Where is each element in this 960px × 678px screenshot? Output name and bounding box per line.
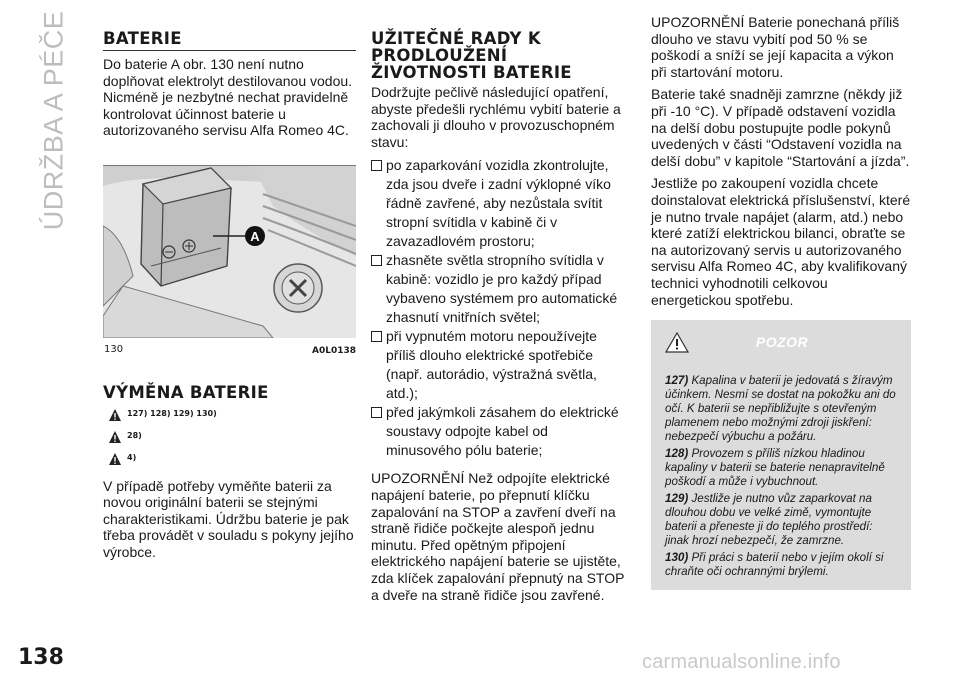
checkbox-bullet-icon	[371, 255, 382, 266]
battery-illustration	[103, 166, 356, 338]
figure-caption	[103, 342, 356, 360]
warning-ref-row	[108, 448, 356, 470]
heading-rule	[103, 50, 356, 51]
warning-note: 128) Provozem s příliš nízkou hladinou kapaliny v baterii se baterie nenapravitelně poškodí a může i vybuchnout.	[665, 447, 885, 489]
tips-heading: UŽITEČNÉ RADY K PRODLOUŽENÍ ŽIVOTNOSTI BATERIE	[371, 29, 572, 82]
warning-box-title: POZOR	[665, 332, 899, 352]
warning-ref: 28)	[127, 431, 142, 441]
tips-intro: Dodržujte pečlivě následující opatření, abyste předešli rychlému vybití baterie a zachovali ji dlouho v provozuschopném stavu:	[371, 84, 621, 150]
page-number: 138	[18, 645, 64, 670]
list-item: před jakýmkoli zásahem do elektrické soustavy odpojte kabel od minusového pólu baterie;	[371, 403, 625, 460]
warning-ref: 127) 128) 129) 130)	[127, 409, 217, 419]
warning-note: 127) Kapalina v baterii je jedovatá s žíravým účinkem. Nesmí se dostat na pokožku ani do očí. K baterii se nepřibližujte s otevřeným plamenem nebo možnými zdroji jiskření: nebezpečí výbuchu a požáru.	[665, 374, 896, 444]
warning-triangle-icon	[108, 452, 122, 466]
replacement-heading: VÝMĚNA BATERIE	[103, 382, 269, 402]
checkbox-bullet-icon	[371, 160, 382, 171]
warning-ref-row	[108, 404, 356, 426]
accessories-paragraph: Jestliže po zakoupení vozidla chcete doinstalovat elektrická příslušenství, které je nutno trvale napájet (alarm, atd.) nebo které zatíží elektrickou bilanci, obraťte se na autorizovaný servis u autorizovaného servisu Alfa Romeo 4C, aby kvalifikovaný technici vyhodnotili celkovou energetickou spotřebu.	[651, 175, 911, 308]
figure-code: A0L0138	[311, 345, 356, 356]
svg-text:A: A	[250, 228, 260, 244]
disconnect-note: UPOZORNĚNÍ Než odpojíte elektrické napájení baterie, po přepnutí klíčku zapalování na STOP a zavření dveří na straně řidiče počkejte alespoň jednu minutu. Před opětným připojení elektrického napájení baterie se ujistěte, zda klíček zapalování přepnutý na STOP a dveře na straně řidiče jsou zavřené.	[371, 470, 625, 603]
warning-note: 129) Jestliže je nutno vůz zaparkovat na dlouhou dobu ve velké zimě, vymontujte baterii a přeneste ji do teplého prostředí: jinak hrozí nebezpečí, že zamrzne.	[665, 492, 873, 548]
freeze-paragraph: Baterie také snadněji zamrzne (někdy již při -10 °C). V případě odstavení vozidla na delší dobu postupujte podle pokynů uvedených v části “Odstavení vozidla na delší dobu” v kapitole “Startování a jízda”.	[651, 86, 910, 169]
battery-heading: BATERIE	[103, 29, 182, 48]
column-right	[651, 14, 911, 590]
warning-box	[651, 320, 911, 590]
warning-triangle-icon	[108, 408, 122, 422]
column-middle	[371, 30, 625, 609]
warning-note: 130) Při práci s baterií nebo v jejím okolí si chraňte oči ochrannými brýlemi.	[665, 551, 884, 579]
checkbox-bullet-icon	[371, 331, 382, 342]
warning-triangle-icon	[108, 430, 122, 444]
footer-watermark: carmanualsonline.info	[642, 651, 841, 673]
battery-figure	[103, 165, 356, 338]
checkbox-bullet-icon	[371, 407, 382, 418]
warning-ref-row	[108, 426, 356, 448]
replacement-paragraph: V případě potřeby vyměňte baterii za novou originální baterii se stejnými charakteristikami. Údržbu baterie je pak třeba provádět v souladu s pokyny jejího výrobce.	[103, 477, 354, 560]
warning-ref: 4)	[127, 453, 137, 463]
figure-number: 130	[104, 343, 124, 355]
battery-paragraph: Do baterie A obr. 130 není nutno doplňovat elektrolyt destilovanou vodou. Nicméně je nezbytné nechat pravidelně kontrolovat účinnost baterie u autorizovaného servisu Alfa Romeo 4C.	[103, 56, 353, 139]
list-item: po zaparkování vozidla zkontrolujte, zda jsou dveře i zadní výklopné víko řádně zavřené, aby nezůstala svítit stropní svítidla v kabině či v zavazadlovém prostoru;	[371, 156, 625, 251]
list-item: při vypnutém motoru nepoužívejte příliš dlouho elektrické spotřebiče (např. autorádio, výstražná světla, atd.);	[371, 327, 625, 403]
list-item: zhasněte světla stropního svítidla v kabině: vozidlo je pro každý případ vybaveno systémem pro automatické zhasnutí vnitřních světel;	[371, 251, 625, 327]
discharge-note: UPOZORNĚNÍ Baterie ponechaná příliš dlouho ve stavu vybití pod 50 % se poškodí a sníží se její kapacita a výkon při startování motoru.	[651, 14, 900, 80]
chapter-side-title: ÚDRŽBA A PÉČE	[38, 10, 69, 230]
column-left	[103, 30, 356, 567]
warning-triangle-icon	[665, 332, 689, 353]
